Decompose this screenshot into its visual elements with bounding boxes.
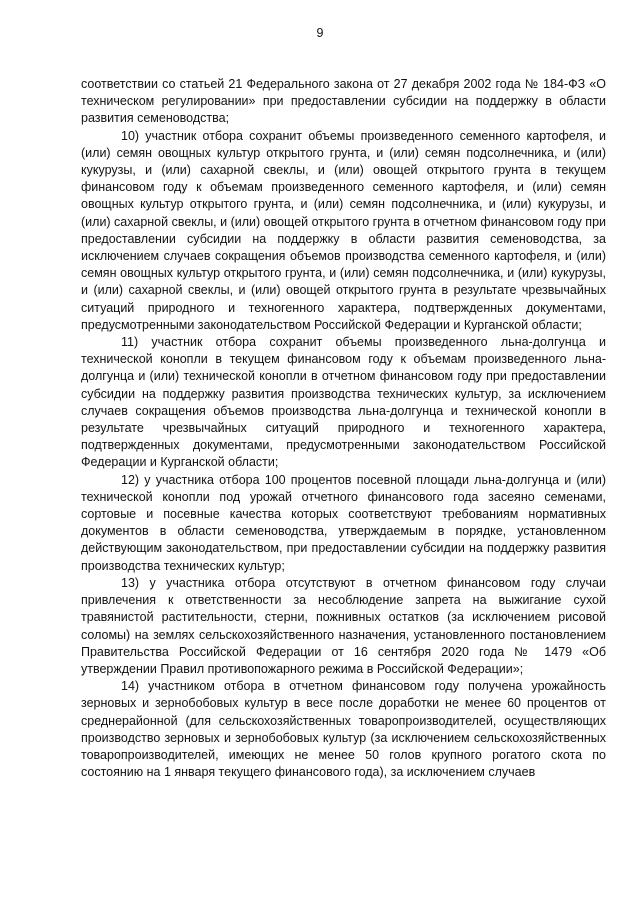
paragraph-item-10: 10) участник отбора сохранит объемы произведенного семенного картофеля, и (или) семян овощных культур открытого грунта, и (или) семян подсолнечника, и (или) кукурузы, и (или) сахарной свеклы, и (или) овощей открытого грунта в текущем финансовом году к объемам произведенного семенного картофеля, и (или) семян овощных культур открытого грунта, и (или) семян подсолнечника, и (или) кукурузы, и (или) сахарной свеклы, и (или) овощей открытого грунта в отчетном финансовом году при предоставлении субсидии на поддержку в области развития семеноводства, за исключением случаев сокращения объемов производства семенного картофеля, и (или) семян овощных культур открытого грунта, и (или) семян подсолнечника, и (или) кукурузы, и (или) сахарной свеклы, и (или) овощей открытого грунта в результате чрезвычайных ситуаций природного и техногенного характера, подтвержденных документами, предусмотренными законодательством Российской Федерации и Курганской области; xyxy=(81,128,606,332)
paragraph-continuation: соответствии со статьей 21 Федерального закона от 27 декабря 2002 года № 184-ФЗ «О техническом регулировании» при предоставлении субсидии на поддержку в области развития семеноводства; xyxy=(81,77,606,126)
paragraph-item-13: 13) у участника отбора отсутствуют в отчетном финансовом году случаи привлечения к ответственности за несоблюдение запрета на выжигание сухой травянистой растительности, стерни, пожнивных остатков (за исключением рисовой соломы) на землях сельскохозяйственного назначения, установленного постановлением Правительства Российской Федерации от 16 сентября 2020 года № 1479 «Об утверждении Правил противопожарного режима в Российской Федерации»; xyxy=(81,575,606,676)
paragraph-item-11: 11) участник отбора сохранит объемы произведенного льна-долгунца и технической конопли в текущем финансовом году к объемам произведенного льна-долгунца и (или) технической конопли в отчетном финансовом году при предоставлении субсидии на поддержку развития производства технических культур, за исключением случаев сокращения объемов производства льна-долгунца и технической конопли в результате чрезвычайных ситуаций природного и техногенного характера, подтвержденных документами, предусмотренными законодательством Российской Федерации и Курганской области; xyxy=(81,335,606,470)
page-number: 9 xyxy=(316,26,324,40)
paragraph-item-12: 12) у участника отбора 100 процентов посевной площади льна-долгунца и (или) технической конопли под урожай отчетного финансового года засеяно семенами, сортовые и посевные качества которых соответствуют требованиям нормативных документов в области семеноводства, утверждаемым в порядке, установленном действующим законодательством, при предоставлении субсидии на поддержку развития производства технических культур; xyxy=(81,472,606,573)
document-body xyxy=(81,76,606,781)
paragraph-item-14: 14) участником отбора в отчетном финансовом году получена урожайность зерновых и зернобобовых культур в весе после доработки не менее 60 процентов от среднерайонной (для сельскохозяйственных товаропроизводителей, осуществляющих производство зерновых и зернобобовых культур (за исключением сельскохозяйственных товаропроизводителей, имеющих не менее 50 голов крупного рогатого скота по состоянию на 1 января текущего финансового года), за исключением случаев xyxy=(81,679,606,780)
